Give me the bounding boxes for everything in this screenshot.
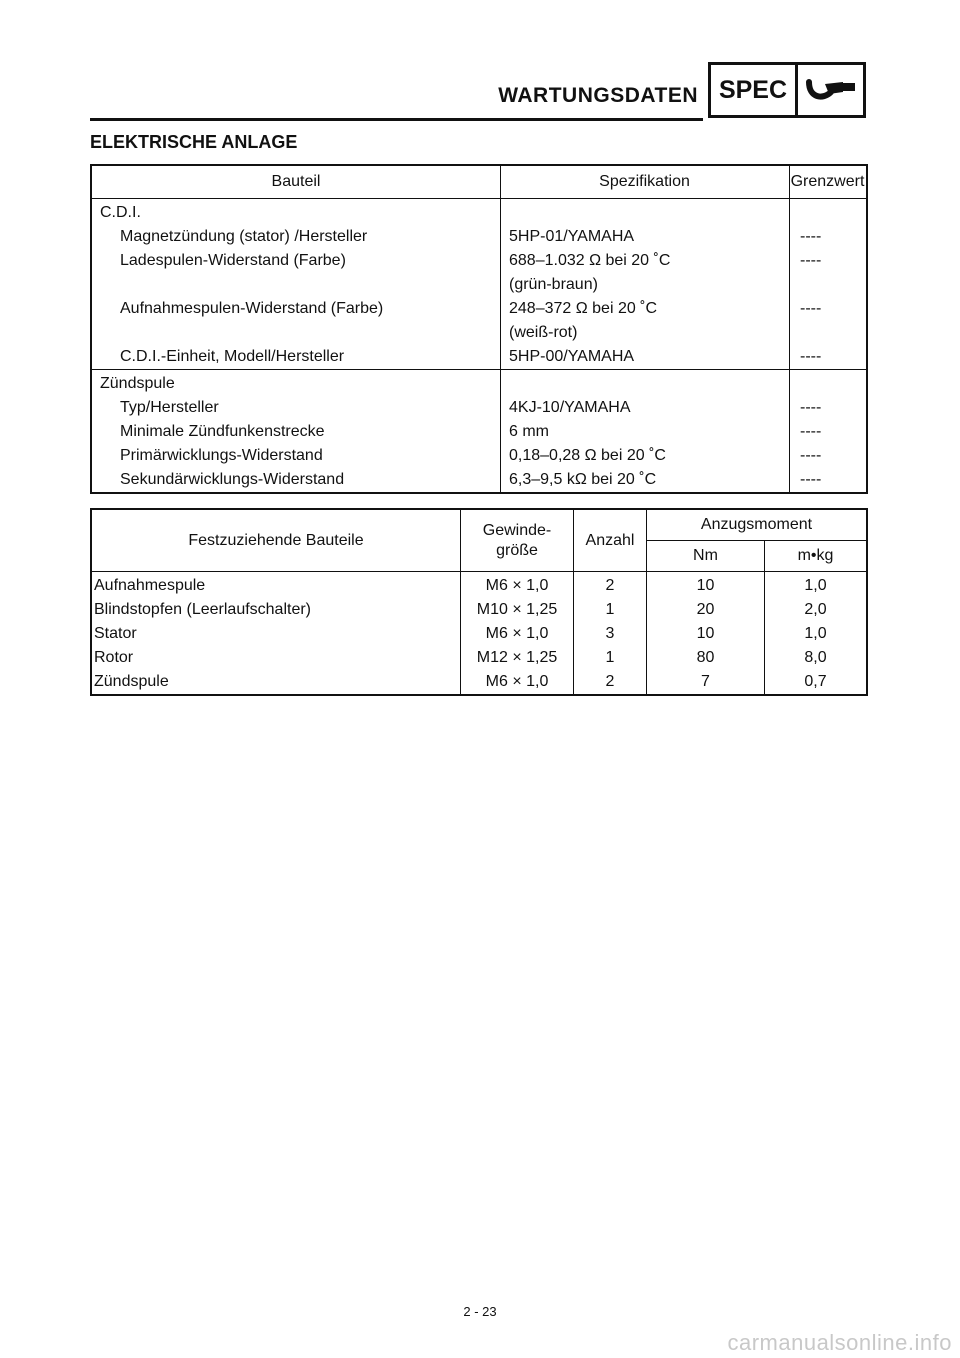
part-cell: Primärwicklungs-Widerstand xyxy=(120,447,323,464)
table-row xyxy=(91,646,867,670)
part-cell: C.D.I.-Einheit, Modell/Hersteller xyxy=(120,348,345,365)
part-cell: Aufnahmespule xyxy=(91,572,461,599)
table-row xyxy=(91,345,867,370)
nm-cell: 10 xyxy=(647,572,765,599)
spec-cell: 5HP-01/YAMAHA xyxy=(501,225,790,249)
table-row xyxy=(91,297,867,345)
spec-cell: 6 mm xyxy=(501,420,790,444)
qty-cell: 2 xyxy=(574,572,647,599)
spec-cell: 4KJ-10/YAMAHA xyxy=(501,396,790,420)
watermark: carmanualsonline.info xyxy=(727,1330,952,1355)
limit-cell: ---- xyxy=(790,468,868,493)
nm-cell: 10 xyxy=(647,622,765,646)
group-name: Zündspule xyxy=(91,370,501,397)
mkg-cell: 2,0 xyxy=(765,598,868,622)
table-row xyxy=(91,420,867,444)
spec-line: 688–1.032 Ω bei 20 ˚C xyxy=(509,252,671,269)
group-row xyxy=(91,199,867,226)
spec-badge xyxy=(708,62,866,118)
table-row xyxy=(91,249,867,297)
spec-line: 248–372 Ω bei 20 ˚C xyxy=(509,300,658,317)
spec-line-2: (grün-braun) xyxy=(509,276,598,293)
thread-cell: M12 × 1,25 xyxy=(461,646,574,670)
header-thread-line1: Gewinde- xyxy=(482,521,552,539)
part-cell: Typ/Hersteller xyxy=(120,399,219,416)
page-number: 2 - 23 xyxy=(463,1304,497,1319)
table-row xyxy=(91,622,867,646)
nm-cell: 20 xyxy=(647,598,765,622)
header-qty: Anzahl xyxy=(574,509,647,572)
spec-cell: 0,18–0,28 Ω bei 20 ˚C xyxy=(501,444,790,468)
part-cell: Magnetzündung (stator) /Hersteller xyxy=(120,228,368,245)
part-cell: Aufnahmespulen-Widerstand (Farbe) xyxy=(120,300,384,317)
mkg-cell: 8,0 xyxy=(765,646,868,670)
header-nm: Nm xyxy=(647,541,765,572)
qty-cell: 2 xyxy=(574,670,647,695)
spec-cell: 6,3–9,5 kΩ bei 20 ˚C xyxy=(501,468,790,493)
part-cell: Zündspule xyxy=(91,670,461,695)
group-name: C.D.I. xyxy=(100,204,141,221)
table-row xyxy=(91,225,867,249)
qty-cell: 3 xyxy=(574,622,647,646)
wrench-icon xyxy=(798,65,863,115)
spec-cell xyxy=(501,297,790,345)
spec-cell xyxy=(501,249,790,297)
table-row xyxy=(91,396,867,420)
header-thread xyxy=(461,509,574,572)
thread-cell: M10 × 1,25 xyxy=(461,598,574,622)
nm-cell: 7 xyxy=(647,670,765,695)
part-cell: Minimale Zündfunkenstrecke xyxy=(120,423,325,440)
spec-table xyxy=(90,164,868,494)
header-thread-line2: größe xyxy=(496,541,538,559)
header-part: Festzuziehende Bauteile xyxy=(91,509,461,572)
part-cell: Blindstopfen (Leerlaufschalter) xyxy=(91,598,461,622)
torque-header-row xyxy=(91,509,867,541)
thread-cell: M6 × 1,0 xyxy=(461,572,574,599)
mkg-cell: 1,0 xyxy=(765,622,868,646)
spec-line-2: (weiß-rot) xyxy=(509,324,578,341)
table-row xyxy=(91,468,867,493)
thread-cell: M6 × 1,0 xyxy=(461,622,574,646)
header-part: Bauteil xyxy=(91,165,501,199)
nm-cell: 80 xyxy=(647,646,765,670)
part-cell: Rotor xyxy=(91,646,461,670)
limit-cell: ---- xyxy=(790,420,868,444)
mkg-cell: 0,7 xyxy=(765,670,868,695)
limit-cell: ---- xyxy=(790,249,868,297)
spec-cell: 5HP-00/YAMAHA xyxy=(501,345,790,370)
qty-cell: 1 xyxy=(574,598,647,622)
part-cell: Ladespulen-Widerstand (Farbe) xyxy=(120,252,346,269)
table-row xyxy=(91,444,867,468)
table-row xyxy=(91,598,867,622)
spec-table-header xyxy=(91,165,867,199)
header-torque: Anzugsmoment xyxy=(647,509,868,541)
table-row xyxy=(91,670,867,695)
limit-cell: ---- xyxy=(790,225,868,249)
header-spec: Spezifikation xyxy=(501,165,790,199)
page-title: WARTUNGSDATEN xyxy=(498,84,698,107)
thread-cell: M6 × 1,0 xyxy=(461,670,574,695)
section-title: ELEKTRISCHE ANLAGE xyxy=(90,132,298,152)
header-mkg: m•kg xyxy=(765,541,868,572)
limit-cell: ---- xyxy=(790,297,868,345)
part-cell: Stator xyxy=(91,622,461,646)
part-cell: Sekundärwicklungs-Widerstand xyxy=(120,471,345,488)
mkg-cell: 1,0 xyxy=(765,572,868,599)
qty-cell: 1 xyxy=(574,646,647,670)
limit-cell: ---- xyxy=(790,444,868,468)
torque-table xyxy=(90,508,868,696)
header-limit: Grenzwert xyxy=(790,165,868,199)
limit-cell: ---- xyxy=(790,345,868,370)
group-row xyxy=(91,370,867,397)
spec-label: SPEC xyxy=(711,65,798,115)
table-row xyxy=(91,572,867,599)
limit-cell: ---- xyxy=(790,396,868,420)
header-rule xyxy=(90,118,703,121)
